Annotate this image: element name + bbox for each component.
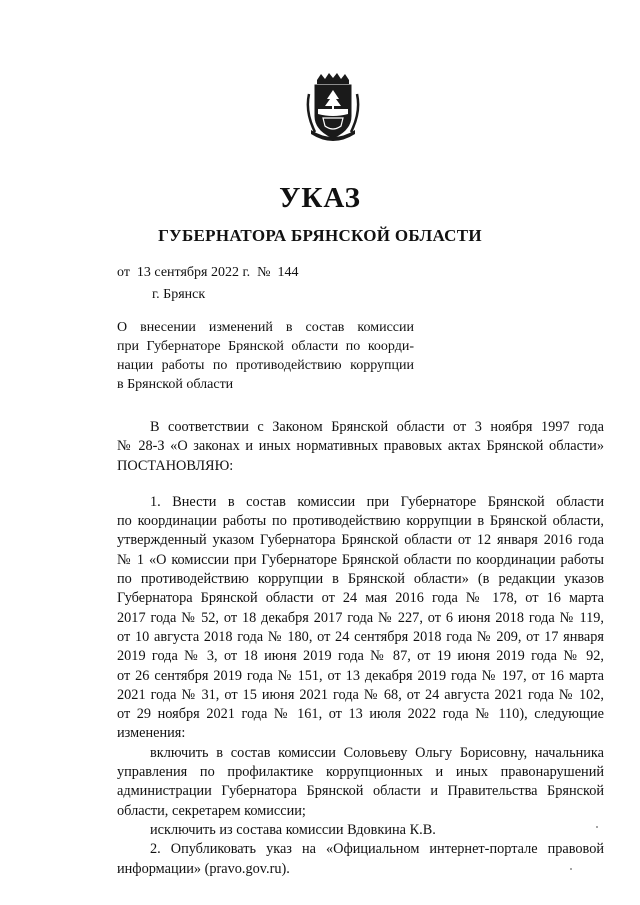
document-date-number: от 13 сентября 2022 г. № 144 [117, 265, 299, 280]
subject-line: О внесении изменений в состав комиссии [117, 320, 414, 335]
item1-line: изменения: [117, 725, 186, 742]
item1-line: по координации работы по противодействию коррупции в Брянской области, [117, 513, 604, 530]
document-body [117, 418, 604, 879]
include-line: включить в состав комиссии Соловьеву Ольгу Борисовну, начальника [150, 744, 604, 761]
item1-line: от 10 августа 2018 года № 180, от 24 сентября 2018 года № 209, от 17 января [117, 628, 604, 645]
preamble-line: № 28-З «О законах и иных нормативных правовых актах Брянской области» [117, 438, 604, 455]
item1-line: утвержденный указом Губернатора Брянской области от 12 января 2016 года [117, 532, 604, 549]
item1-line: 2021 года № 31, от 15 июня 2021 года № 68, от 24 августа 2021 года № 102, [117, 686, 604, 703]
scan-speck [570, 868, 572, 870]
preamble-line: В соответствии с Законом Брянской области от 3 ноября 1997 года [150, 419, 604, 435]
include-line: области, секретарем комиссии; [117, 802, 306, 819]
paragraph-gap [117, 476, 604, 493]
include-line: администрации Губернатора Брянской области и Правительства Брянской [117, 783, 604, 800]
item2-line: 2. Опубликовать указ на «Официальном интернет-портале правовой [150, 841, 604, 858]
item1-line: по противодействию коррупции в Брянской области» (в редакции указов [117, 571, 604, 588]
bryansk-coat-of-arms-icon [303, 72, 363, 144]
item1-line: от 26 сентября 2019 года № 151, от 13 декабря 2019 года № 197, от 16 марта [117, 667, 604, 684]
item1-line: 2019 года № 3, от 18 июня 2019 года № 87, от 19 июня 2019 года № 92, [117, 648, 604, 665]
item1-line: от 29 ноября 2021 года № 161, от 13 июля 2022 года № 110), следующие [117, 706, 604, 723]
subject-line: при Губернаторе Брянской области по коорди- [117, 339, 414, 354]
item1-line: 1. Внести в состав комиссии при Губернаторе Брянской области [150, 493, 604, 510]
document-subject [117, 318, 414, 394]
scan-speck [596, 826, 598, 828]
exclude-line: исключить из состава комиссии Вдовкина К.В. [150, 821, 436, 838]
preamble-line: ПОСТАНОВЛЯЮ: [117, 457, 234, 474]
subject-line: в Брянской области [117, 377, 234, 392]
document-city: г. Брянск [152, 287, 206, 302]
item1-line: № 1 «О комиссии при Губернаторе Брянской области по координации работы [117, 551, 604, 568]
document-subtitle: ГУБЕРНАТОРА БРЯНСКОЙ ОБЛАСТИ [158, 226, 482, 245]
item1-line: 2017 года № 52, от 18 декабря 2017 года № 227, от 6 июня 2018 года № 119, [117, 609, 604, 626]
item2-line: информации» (pravo.gov.ru). [117, 860, 290, 877]
document-title: УКАЗ [279, 182, 361, 214]
subject-line: нации работы по противодействию коррупции [117, 358, 414, 373]
item1-line: Губернатора Брянской области от 24 мая 2016 года № 178, от 16 марта [117, 590, 604, 607]
include-line: управления по профилактике коррупционных и иных правонарушений [117, 764, 604, 781]
